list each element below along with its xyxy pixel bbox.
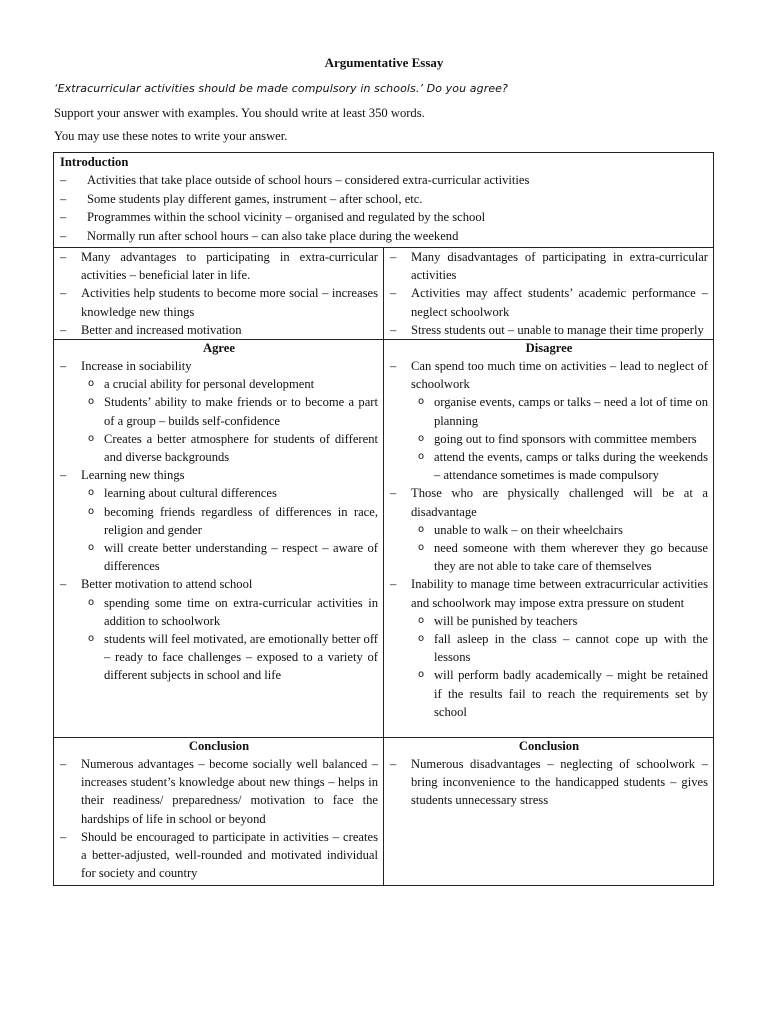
sub-point [390,521,708,539]
disagree-point [390,484,708,520]
bullet-marker: o [418,432,425,444]
instruction-words: Support your answer with examples. You should write at least 350 words. [54,106,425,120]
bullet-marker: o [418,523,425,535]
advantage-item [60,321,378,339]
agree-point [60,575,378,593]
item-text: Better and increased motivation [81,322,242,337]
item-text: Activities that take place outside of school hours – considered extra-curricular activities [87,173,530,187]
item-text: Stress students out – unable to manage their time properly [411,322,704,337]
sub-point [60,484,378,502]
dash-marker: – [390,359,397,373]
summary-disadvantages-cell [384,248,713,339]
dash-marker: – [60,250,67,264]
bullet-marker: o [88,396,95,408]
dash-marker: – [390,577,397,592]
sub-point-text: students will feel motivated, are emotionally better off – ready to face challenges – exposed to a variety of different subjects in school and life [104,632,378,683]
agree-point [60,357,378,375]
conclusion-right-cell [384,738,713,885]
dash-marker: – [390,250,397,264]
dash-marker: – [390,486,397,501]
item-text: Many disadvantages of participating in extra-curricular activities [411,250,708,283]
sub-point [390,393,708,429]
disagree-point [390,357,708,393]
item-text: Activities may affect students’ academic performance – neglect schoolwork [411,286,708,319]
essay-title: Argumentative Essay [324,55,444,70]
item-text: Programmes within the school vicinity – organised and regulated by the school [87,210,486,225]
item-text: Many advantages to participating in extra-curricular activities – beneficial later in life. [81,250,378,283]
conclusion-point [60,755,378,828]
item-text: Numerous advantages – become socially well balanced – increases student’s knowledge about new things – helps in their readiness/ preparedness/ motivation to face the hardships of life in school or beyond [81,757,378,826]
conclusion-left-heading: Conclusion [188,739,250,753]
dash-marker: – [60,191,67,206]
agree-cell [54,340,384,737]
conclusion-right-heading: Conclusion [518,739,580,753]
dash-marker: – [390,757,397,771]
sub-point [390,448,708,484]
bullet-marker: o [418,396,425,408]
advantage-item [60,284,378,320]
dash-marker: – [60,286,67,301]
dash-marker: – [60,829,67,844]
bullet-marker: o [88,542,95,554]
essay-question: ‘Extracurricular activities should be made compulsory in schools.’ Do you agree? [54,82,508,95]
item-text: Activities help students to become more social – increases knowledge new things [81,286,378,319]
sub-point-text: learning about cultural differences [104,486,277,501]
item-text: Increase in sociability [81,359,192,373]
sub-point [60,594,378,630]
dash-marker: – [60,210,67,225]
item-text: Those who are physically challenged will be at a disadvantage [411,486,708,519]
dash-marker: – [60,173,67,187]
sub-point [60,503,378,539]
agree-point [60,466,378,484]
sub-point-text: spending some time on extra-curricular activities in addition to schoolwork [104,595,378,628]
disadvantage-item [390,284,708,320]
item-text: Some students play different games, instrument – after school, etc. [87,191,423,206]
bullet-marker: o [418,542,425,554]
sub-point-text: Creates a better atmosphere for students of different and diverse backgrounds [104,431,378,465]
dash-marker: – [60,468,67,483]
sub-point [60,630,378,685]
sub-point-text: Students’ ability to make friends or to become a part of a group – builds self-confidence [104,395,378,428]
advantage-item [60,248,378,284]
item-text: Should be encouraged to participate in activities – creates a better-adjusted, well-rounded and motivated individual for society and country [81,829,378,881]
item-text: Inability to manage time between extracurricular activities and schoolwork may impose extra pressure on student [411,577,708,610]
bullet-marker: o [88,378,95,390]
dash-marker: – [60,757,67,771]
bullet-marker: o [418,451,425,463]
introduction-list [60,171,707,245]
introduction-item [60,208,707,227]
conclusion-left-cell [54,738,384,885]
bullet-marker: o [418,669,425,681]
conclusion-point [60,828,378,883]
disagree-heading: Disagree [525,341,573,355]
introduction-heading: Introduction [60,155,129,169]
introduction-box [53,152,714,248]
introduction-item [60,171,707,190]
bullet-marker: o [88,505,95,517]
item-text: Better motivation to attend school [81,577,253,592]
item-text: Can spend too much time on activities – lead to neglect of schoolwork [411,359,708,392]
sub-point [390,539,708,575]
instruction-notes: You may use these notes to write your answer. [54,129,288,143]
sub-point-text: organise events, camps or talks – need a lot of time on planning [434,395,708,428]
summary-advantages-cell [54,248,384,339]
sub-point [60,430,378,466]
item-text: Normally run after school hours – can also take place during the weekend [87,228,459,243]
bullet-marker: o [88,432,95,444]
sub-point [390,630,708,666]
disadvantage-item [390,321,708,339]
agree-heading: Agree [203,341,235,355]
sub-point [60,393,378,429]
disadvantage-item [390,248,708,284]
disagree-cell [384,340,713,737]
sub-point-text: unable to walk – on their wheelchairs [434,522,623,537]
sub-point-text: will perform badly academically – might be retained if the results fail to reach the requirements set by school [434,668,708,719]
sub-point-text: a crucial ability for personal development [104,377,315,392]
bullet-marker: o [88,633,95,645]
sub-point [60,539,378,575]
sub-point-text: fall asleep in the class – cannot cope up with the lessons [434,632,708,665]
bullet-marker: o [88,487,95,499]
sub-point [60,375,378,393]
dash-marker: – [60,322,67,337]
agree-disagree-row [53,340,714,738]
sub-point-text: need someone with them wherever they go because they are not able to take care of themselves [434,541,708,574]
bullet-marker: o [88,596,95,608]
sub-point [390,430,708,448]
item-text: Numerous disadvantages – neglecting of schoolwork – bring inconvenience to the handicapped students – gives students unnecessary stress [411,757,708,808]
sub-point-text: attend the events, camps or talks during the weekends – attendance sometimes is made compulsory [434,450,708,483]
dash-marker: – [390,286,397,301]
sub-point-text: becoming friends regardless of differences in race, religion and gender [104,504,378,537]
dash-marker: – [60,228,67,243]
conclusion-point [390,755,708,810]
introduction-item [60,227,707,246]
bullet-marker: o [418,614,425,626]
dash-marker: – [390,322,397,337]
sub-point [390,612,708,630]
dash-marker: – [60,359,67,373]
item-text: Learning new things [81,468,185,483]
dash-marker: – [60,577,67,592]
bullet-marker: o [418,633,425,645]
introduction-item [60,190,707,209]
summary-row [53,248,714,340]
disagree-point [390,575,708,611]
sub-point [390,666,708,721]
sub-point-text: will be punished by teachers [434,613,578,628]
sub-point-text: going out to find sponsors with committee members [434,431,697,446]
conclusion-row [53,738,714,886]
sub-point-text: will create better understanding – respect – aware of differences [104,541,378,574]
